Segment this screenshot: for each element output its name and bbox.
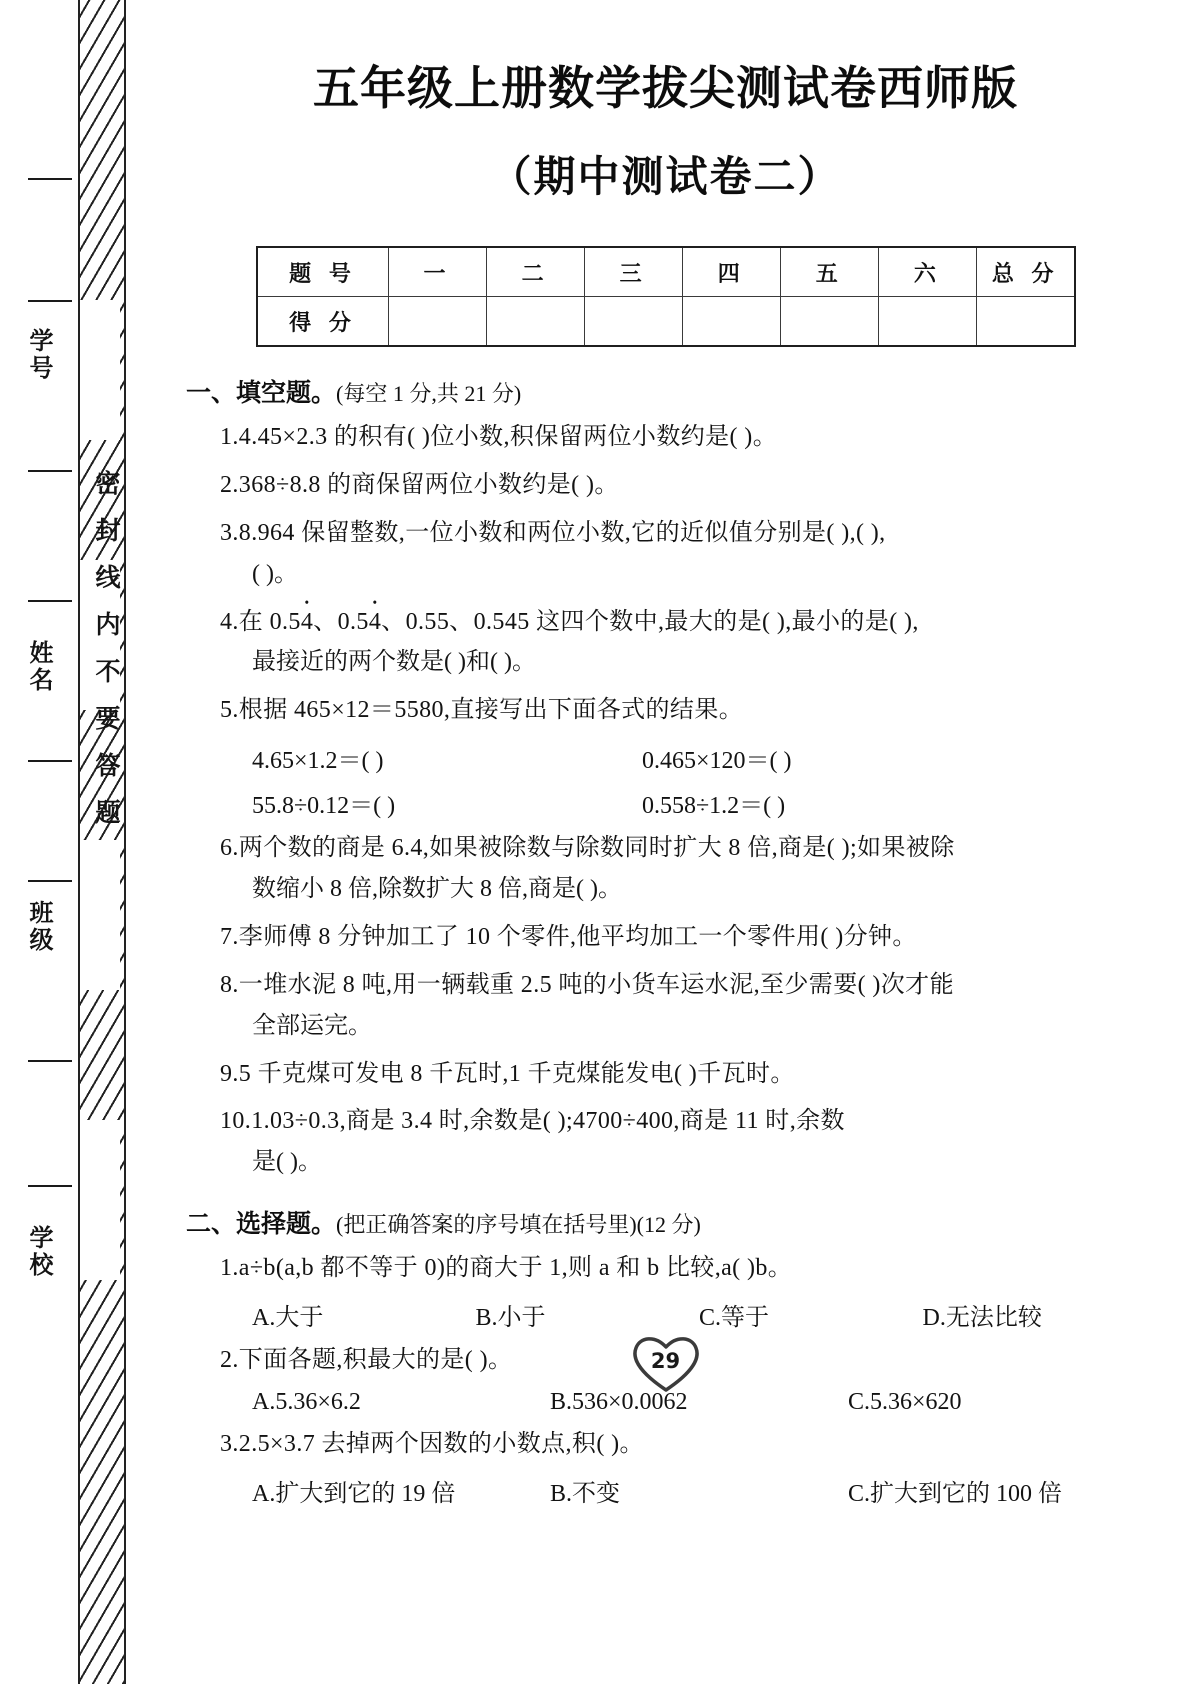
write-rule-line[interactable] — [28, 880, 72, 882]
section-number: 二、 — [186, 1209, 237, 1239]
option-c[interactable]: C.等于 — [699, 1305, 770, 1331]
write-rule-line[interactable] — [28, 600, 72, 602]
score-table-row-label: 得 分 — [257, 297, 389, 347]
field-label-class: 班级 — [25, 900, 53, 954]
question-6-line2: 数缩小 8 倍,除数扩大 8 倍,商是( )。 — [252, 876, 622, 902]
question-3: 3.8.964 保留整数,一位小数和两位小数,它的近似值分别是( ),( ), — [220, 519, 886, 546]
question-4 — [220, 603, 1146, 642]
field-label-school: 学校 — [25, 1225, 53, 1279]
score-table-col-1: 一 — [388, 247, 486, 297]
score-table-wrapper — [256, 246, 1076, 347]
option-a[interactable]: A.5.36×6.2 — [252, 1388, 361, 1415]
q5-eq-2: 0.465×120＝( ) — [642, 748, 792, 775]
score-table-col-total: 总 分 — [976, 247, 1074, 297]
question-7: 7.李师傅 8 分钟加工了 10 个零件,他平均加工一个零件用( )分钟。 — [220, 923, 917, 950]
write-rule-line[interactable] — [28, 470, 72, 472]
page-subtitle: （期中测试卷二） — [489, 152, 842, 201]
choice-question-1: 1.a÷b(a,b 都不等于 0)的商大于 1,则 a 和 b 比较,a( )b。 — [220, 1255, 793, 1282]
option-b[interactable]: B.536×0.0062 — [550, 1388, 688, 1415]
question-5-equation-row-1 — [252, 740, 1146, 775]
question-3-line2: ( )。 — [252, 560, 298, 587]
score-cell-3[interactable] — [584, 297, 682, 347]
section-points: (把正确答案的序号填在括号里)(12 分) — [336, 1212, 701, 1238]
q4-part2: 、0.5 — [313, 608, 369, 635]
score-cell-total[interactable] — [976, 297, 1074, 347]
write-rule-line[interactable] — [28, 178, 72, 180]
table-row-headers — [257, 247, 1075, 297]
score-table-col-6: 六 — [878, 247, 976, 297]
q4-repeating-digit-2: 4 • — [369, 603, 381, 642]
hatch-gap — [80, 300, 120, 440]
choice-question-3-options — [252, 1473, 1146, 1508]
question-6: 6.两个数的商是 6.4,如果被除数与除数同时扩大 8 倍,商是( );如果被除 — [220, 835, 955, 862]
section-heading-fill-blank — [186, 373, 1146, 409]
option-b[interactable]: B.不变 — [550, 1480, 621, 1507]
score-cell-6[interactable] — [878, 297, 976, 347]
section-points: (每空 1 分,共 21 分) — [336, 381, 522, 406]
option-a[interactable]: A.扩大到它的 19 倍 — [252, 1480, 456, 1507]
choice-question-1-options — [252, 1297, 1146, 1332]
q5-eq-3: 55.8÷0.12＝( ) — [252, 793, 396, 820]
question-10: 10.1.03÷0.3,商是 3.4 时,余数是( );4700÷400,商是 11 时,余数 — [220, 1108, 845, 1135]
field-label-student-id: 学号 — [25, 328, 53, 382]
score-cell-5[interactable] — [780, 297, 878, 347]
option-a[interactable]: A.大于 — [252, 1305, 324, 1331]
score-table-col-5: 五 — [780, 247, 878, 297]
score-table-col-2: 二 — [486, 247, 584, 297]
q5-eq-1: 4.65×1.2＝( ) — [252, 748, 384, 775]
section-heading-multiple-choice — [186, 1204, 1146, 1240]
q4-repeating-digit-1: 4 • — [301, 603, 313, 642]
question-9: 9.5 千克煤可发电 8 千瓦时,1 千克煤能发电( )千瓦时。 — [220, 1060, 795, 1087]
q4-part1: 4.在 0.5 — [220, 608, 301, 635]
option-d[interactable]: D.无法比较 — [922, 1305, 1042, 1331]
seal-line-label: 密封线内不要答题 — [92, 470, 121, 846]
write-rule-line[interactable] — [28, 1060, 72, 1062]
choice-question-3: 3.2.5×3.7 去掉两个因数的小数点,积( )。 — [220, 1430, 644, 1457]
page-number-marker — [140, 1332, 1191, 1396]
score-cell-1[interactable] — [388, 297, 486, 347]
question-1: 1.4.45×2.3 的积有( )位小数,积保留两位小数约是( )。 — [220, 424, 778, 450]
question-5-equation-row-2 — [252, 785, 1146, 820]
question-4-line2: 最接近的两个数是( )和( )。 — [252, 649, 536, 676]
question-10-line2: 是( )。 — [252, 1149, 322, 1176]
hatch-gap — [80, 840, 120, 990]
score-table-col-3: 三 — [584, 247, 682, 297]
section-name: 填空题。 — [236, 378, 337, 407]
score-cell-2[interactable] — [486, 297, 584, 347]
hatch-gap — [80, 1120, 120, 1280]
write-rule-line[interactable] — [28, 760, 72, 762]
option-b[interactable]: B.小于 — [475, 1305, 546, 1331]
score-table-row-label: 题 号 — [257, 247, 389, 297]
choice-question-2: 2.下面各题,积最大的是( )。 — [220, 1347, 513, 1373]
binding-strip — [0, 0, 140, 1684]
score-table-col-4: 四 — [682, 247, 780, 297]
page-number: 29 — [650, 1349, 681, 1373]
question-8: 8.一堆水泥 8 吨,用一辆载重 2.5 吨的小货车运水泥,至少需要( )次才能 — [220, 971, 954, 998]
question-2: 2.368÷8.8 的商保留两位小数约是( )。 — [220, 471, 619, 498]
write-rule-line[interactable] — [28, 1185, 72, 1187]
exam-paper — [140, 0, 1191, 1684]
field-label-name: 姓名 — [25, 640, 53, 694]
section-name: 选择题。 — [236, 1209, 337, 1239]
option-c[interactable]: C.5.36×620 — [848, 1388, 962, 1415]
table-row-scores — [257, 297, 1075, 347]
section-number: 一、 — [186, 378, 237, 407]
option-c[interactable]: C.扩大到它的 100 倍 — [848, 1480, 1063, 1507]
question-5: 5.根据 465×12＝5580,直接写出下面各式的结果。 — [220, 697, 744, 724]
page-title: 五年级上册数学拔尖测试卷西师版 — [313, 61, 1018, 115]
q4-part3: 、0.55、0.545 这四个数中,最大的是( ),最小的是( ), — [381, 608, 919, 635]
question-8-line2: 全部运完。 — [252, 1012, 372, 1039]
score-table — [256, 246, 1076, 347]
q5-eq-4: 0.558÷1.2＝( ) — [642, 793, 786, 820]
write-rule-line[interactable] — [28, 300, 72, 302]
score-cell-4[interactable] — [682, 297, 780, 347]
